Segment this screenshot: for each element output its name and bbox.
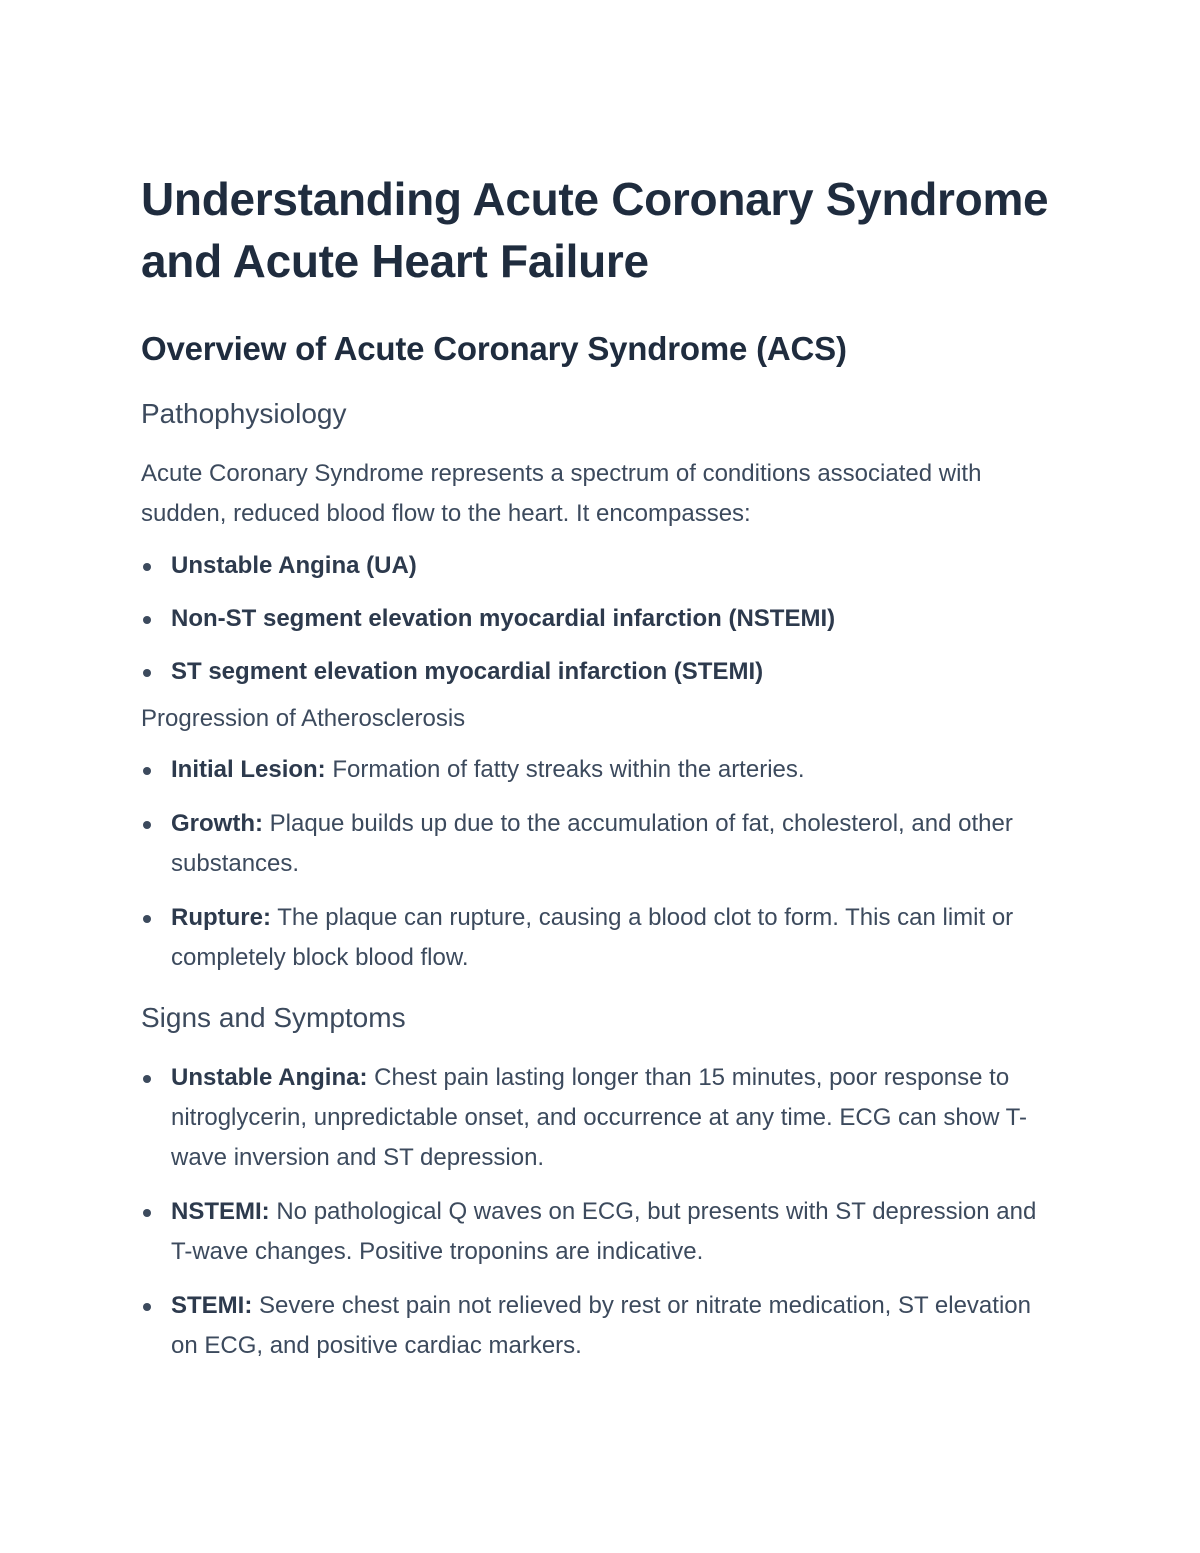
list-item [141,1058,1061,1178]
subheading-progression: Progression of Atherosclerosis [141,705,466,732]
list-item [141,750,1061,790]
section-heading-acs-overview: Overview of Acute Coronary Syndrome (ACS) [141,330,847,367]
list-item-term: Rupture: [171,904,271,931]
list-item-text: Plaque builds up due to the accumulation of fat, cholesterol, and other substances. [171,810,1013,877]
bullet-icon [143,616,151,624]
bullet-icon [143,563,151,571]
document-title: Understanding Acute Coronary Syndrome and Acute Heart Failure [141,173,1049,287]
list-item [141,1286,1061,1366]
progression-list [141,750,1061,978]
bullet-icon [143,1209,151,1217]
list-item-term: Growth: [171,810,263,837]
list-item-text: Chest pain lasting longer than 15 minutes, poor response to nitroglycerin, unpredictable onset, and occurrence at any time. ECG can show T-wave inversion and ST depression. [171,1064,1027,1171]
list-item [141,1192,1061,1272]
list-item-term: Initial Lesion: [171,756,326,783]
list-item-term: Unstable Angina (UA) [171,552,417,579]
list-item-text: Formation of fatty streaks within the arteries. [325,756,805,783]
pathophysiology-intro: Acute Coronary Syndrome represents a spectrum of conditions associated with sudden, reduced blood flow to the heart. It encompasses: [141,460,982,527]
bullet-icon [143,669,151,677]
list-item-term: ST segment elevation myocardial infarction (STEMI) [171,658,764,685]
list-item-text: The plaque can rupture, causing a blood clot to form. This can limit or completely block blood flow. [171,904,1014,971]
list-item-text: Severe chest pain not relieved by rest or nitrate medication, ST elevation on ECG, and positive cardiac markers. [171,1292,1031,1359]
list-item-term: Non-ST segment elevation myocardial infarction (NSTEMI) [171,605,836,632]
bullet-icon [143,1303,151,1311]
list-item-term: Unstable Angina: [171,1064,368,1091]
bullet-icon [143,767,151,775]
list-item [141,898,1061,978]
list-item-text: No pathological Q waves on ECG, but presents with ST depression and T-wave changes. Positive troponins are indicative. [171,1198,1037,1265]
list-item-term: NSTEMI: [171,1198,270,1225]
bullet-icon [143,1075,151,1083]
acs-types-list [141,546,1061,692]
list-item [141,804,1061,884]
list-item [141,652,1061,692]
signs-list [141,1058,1061,1366]
subheading-pathophysiology: Pathophysiology [141,398,347,429]
bullet-icon [143,821,151,829]
subheading-signs-and-symptoms: Signs and Symptoms [141,1002,406,1033]
document-page [141,168,1061,1380]
bullet-icon [143,915,151,923]
list-item [141,599,1061,639]
list-item-term: STEMI: [171,1292,253,1319]
list-item [141,546,1061,586]
